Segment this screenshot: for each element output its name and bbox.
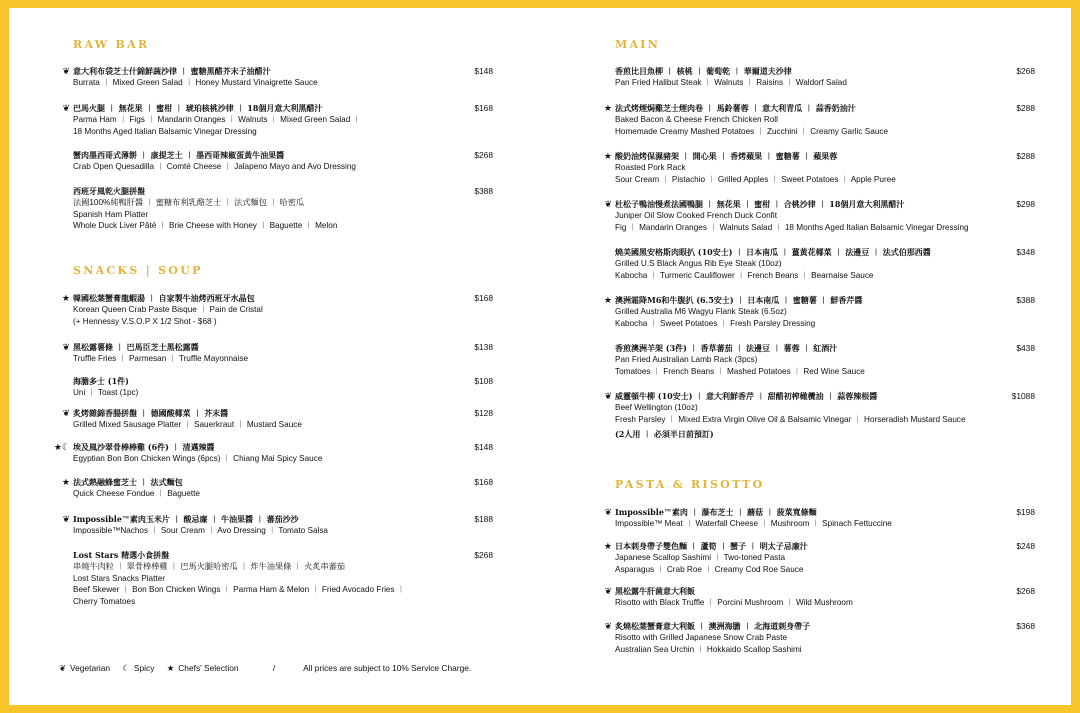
item-price: $298 [1016, 199, 1035, 209]
menu-item [603, 541, 1035, 575]
item-price: $268 [474, 150, 493, 160]
item-price: $348 [1016, 247, 1035, 257]
menu-item [62, 408, 493, 431]
item-price: $388 [474, 186, 493, 196]
item-price: $268 [1016, 66, 1035, 76]
item-description: Tomatoes ︱ French Beans ︱ Mashed Potatoes ︱ Red Wine Sauce [615, 366, 865, 376]
item-description: Lost Stars Snacks Platter [73, 573, 165, 583]
item-name-zh: 意大利布袋芝士什錦鮮蔬沙律 ︱ 蜜糖黑醋芥末子油醋汁 [73, 66, 271, 76]
item-icons [62, 408, 70, 419]
menu-item [615, 247, 1035, 281]
vegetarian-icon: ❦ [604, 391, 612, 401]
item-description: Impossible™ Meat ︱ Waterfall Cheese ︱ Mushroom ︱ Spinach Fettuccine [615, 519, 892, 529]
item-icons [604, 199, 612, 210]
menu-item [615, 66, 1035, 89]
vegetarian-icon: ❦ [59, 663, 67, 673]
menu-item [603, 103, 1035, 137]
menu-item [62, 103, 493, 137]
menu-item [53, 442, 493, 465]
item-description: Kabocha ︱ Turmeric Cauliflower ︱ French Beans ︱ Bearnaise Sauce [615, 270, 874, 280]
item-description: Truffle Fries ︱ Parmesan ︱ Truffle Mayonnaise [73, 354, 249, 364]
vegetarian-icon: ❦ [62, 514, 70, 524]
star-icon: ★ [603, 541, 612, 551]
item-description: Egyptian Bon Bon Chicken Wings (6pcs) ︱ Chiang Mai Spicy Sauce [73, 454, 323, 464]
menu-page [9, 8, 1071, 705]
item-description: Juniper Oil Slow Cooked French Duck Confit [615, 211, 777, 221]
item-description: Sour Cream ︱ Pistachio ︱ Grilled Apples ︱ Sweet Potatoes ︱ Apple Puree [615, 174, 896, 184]
legend-chefs-selection: Chefs' Selection [178, 663, 239, 673]
item-description: Cherry Tomatoes [73, 596, 136, 606]
item-name-zh: Impossible™素肉 ︱ 瀑布芝士 ︱ 蘑菇 ︱ 菠菜寬條麵 [615, 507, 817, 517]
item-name-zh: 蟹肉墨西哥式薄餅 ︱ 康提芝士 ︱ 墨西哥辣椒蛋黃牛油果醬 [73, 150, 285, 160]
item-description: Korean Queen Crab Paste Bisque ︱ Pain de Cristal [73, 305, 263, 315]
item-price: $198 [1016, 507, 1035, 517]
item-description: Impossible™Nachos ︱ Sour Cream ︱ Avo Dressing ︱ Tomato Salsa [73, 526, 328, 536]
legend-spicy: Spicy [133, 663, 155, 673]
menu-item [615, 343, 1035, 377]
item-icons [62, 293, 70, 304]
item-icons [604, 586, 612, 597]
item-description: Baked Bacon & Cheese French Chicken Roll [615, 115, 778, 125]
item-description: Kabocha ︱ Sweet Potatoes ︱ Fresh Parsley Dressing [615, 318, 816, 328]
vegetarian-icon: ❦ [604, 507, 612, 517]
item-icons [604, 391, 612, 402]
vegetarian-icon: ❦ [604, 621, 612, 631]
star-icon: ★ [603, 295, 612, 305]
item-price: $368 [1016, 621, 1035, 631]
item-description: Whole Duck Liver Pâté ︱ Brie Cheese with Honey ︱ Baguette ︱ Melon [73, 221, 338, 231]
menu-item [73, 376, 493, 399]
item-description: Japanese Scallop Sashimi ︱ Two-toned Pasta [615, 553, 786, 563]
item-name-zh: 巴馬火腿 ︱ 無花果 ︱ 蜜柑 ︱ 琥珀核桃沙律 ︱ 18個月意大利黑醋汁 [73, 103, 323, 113]
item-description: Risotto with Black Truffle ︱ Porcini Mushroom ︱ Wild Mushroom [615, 598, 853, 608]
item-description: Grilled U.S Black Angus Rib Eye Steak (10oz) [615, 259, 782, 269]
star-icon: ★ [53, 442, 62, 452]
star-icon: ★ [603, 103, 612, 113]
item-price: $168 [474, 103, 493, 113]
legend-vegetarian: Vegetarian [70, 663, 111, 673]
item-price: $108 [474, 376, 493, 386]
item-name-zh: 炙燒松葉蟹膏意大利飯 ︱ 澳洲海膽 ︱ 北海道刺身帶子 [615, 621, 811, 631]
item-name-zh: 炙烤雜錦香腸拼盤 ︱ 德國酸椰菜 ︱ 芥末醬 [73, 408, 229, 418]
item-description: Burrata ︱ Mixed Green Salad ︱ Honey Mustard Vinaigrette Sauce [73, 78, 318, 88]
menu-item [73, 550, 493, 607]
item-price: $168 [474, 477, 493, 487]
section-title-main: MAIN [615, 38, 661, 51]
item-name-zh: 黑松露薯條 ︱ 巴馬臣芝士黑松露醬 [73, 342, 199, 352]
menu-item [62, 514, 493, 537]
item-icons [62, 342, 70, 353]
item-description: 串燒牛肉粒 ︱ 翠骨棒棒雞 ︱ 巴馬火腿哈密瓜 ︱ 炸牛油果條 ︱ 火炙串蕃茄 [73, 562, 346, 572]
vegetarian-icon: ❦ [62, 66, 70, 76]
item-price: $138 [474, 342, 493, 352]
item-description: Quick Cheese Fondue ︱ Baguette [73, 489, 200, 499]
item-icons [54, 442, 70, 453]
item-description: Grilled Mixed Sausage Platter ︱ Sauerkraut ︱ Mustard Sauce [73, 420, 302, 430]
item-description: Pan Fried Halibut Steak ︱ Walnuts ︱ Raisins ︱ Waldorf Salad [615, 78, 847, 88]
vegetarian-icon: ❦ [604, 199, 612, 209]
star-icon: ★ [166, 663, 175, 673]
menu-item [604, 199, 1035, 233]
item-icons [604, 541, 612, 552]
item-icons [62, 103, 70, 114]
item-description: Beef Wellington (10oz) [615, 403, 698, 413]
item-icons [604, 507, 612, 518]
section-title-snacks-soup: SNACKS | SOUP [73, 264, 203, 277]
item-price: $168 [474, 293, 493, 303]
item-icons [62, 66, 70, 77]
item-icons [62, 514, 70, 525]
item-price: $148 [474, 66, 493, 76]
vegetarian-icon: ❦ [62, 342, 70, 352]
item-name-zh: 法式熱融蜂蜜芝士 ︱ 法式麵包 [73, 477, 183, 487]
item-name-zh: 杜松子鴨油慢煮法國鴨腿 ︱ 無花果 ︱ 蜜柑 ︱ 合桃沙律 ︱ 18個月意大利黑醋汁 [615, 199, 905, 209]
item-name-zh: 黑松露牛肝菌意大利飯 [615, 586, 695, 596]
item-name-zh: 西班牙風乾火腿拼盤 [73, 186, 145, 196]
item-name-zh: 海膽多士 (1件) [73, 376, 129, 386]
item-name-zh: 法式烤煙焗雞芝士煙肉卷 ︱ 馬鈴薯蓉 ︱ 意大利青瓜 ︱ 蒜香奶油汁 [615, 103, 856, 113]
item-price: $388 [1016, 295, 1035, 305]
item-description: Grilled Australia M6 Wagyu Flank Steak (6.5oz) [615, 307, 787, 317]
item-icons [62, 477, 70, 488]
item-note: (2人用 ︱ 必須半日前預訂) [615, 429, 714, 440]
item-description: Roasted Pork Rack [615, 163, 686, 173]
item-name-zh: 澳洲霜降M6和牛腹扒 (6.5安士) ︱ 日本南瓜 ︱ 蜜糖薯 ︱ 鮮香芹醬 [615, 295, 863, 305]
item-name-zh: Lost Stars 精選小食拼盤 [73, 550, 170, 560]
item-name-zh: 日本刺身帶子雙色麵 ︱ 蘆筍 ︱ 蟹子 ︱ 明太子忌廉汁 [615, 541, 808, 551]
item-description: Asparagus ︱ Crab Roe ︱ Creamy Cod Roe Sauce [615, 564, 804, 574]
menu-item [604, 391, 1035, 441]
item-description: 18 Months Aged Italian Balsamic Vinegar Dressing [73, 126, 257, 136]
item-description: Uni ︱ Toast (1pc) [73, 388, 139, 398]
legend [59, 663, 475, 673]
item-icons [604, 103, 612, 114]
vegetarian-icon: ❦ [62, 103, 70, 113]
vegetarian-icon: ❦ [62, 408, 70, 418]
item-price: $438 [1016, 343, 1035, 353]
item-name-zh: 威靈頓牛柳 (10安士) ︱ 意大利鮮香芹 ︱ 甜醋初榨橄欖油 ︱ 蒜蓉辣根醬 [615, 391, 878, 401]
item-price: $268 [474, 550, 493, 560]
menu-item [61, 477, 493, 500]
item-description: 法國100%純鴨肝醬 ︱ 蜜糖布利乳酪芝士 ︱ 法式麵包 ︱ 哈密瓜 [73, 198, 305, 208]
menu-item [62, 66, 493, 89]
item-name-zh: 埃及風沙翠骨棒棒雞 (6件) ︱ 清邁辣醬 [73, 442, 215, 452]
item-description: Crab Open Quesadilla ︱ Comté Cheese ︱ Jalapeno Mayo and Avo Dressing [73, 162, 356, 172]
service-charge-note: All prices are subject to 10% Service Charge. [303, 663, 472, 673]
item-icons [604, 621, 612, 632]
star-icon: ★ [61, 477, 70, 487]
item-description: Australian Sea Urchin ︱ Hokkaido Scallop Sashimi [615, 644, 802, 654]
menu-item [603, 295, 1035, 329]
section-title-pasta-risotto: PASTA & RISOTTO [615, 478, 765, 491]
item-name-zh: 酸奶油烤保濕豬架 ︱ 開心果 ︱ 香烤蘋果 ︱ 蜜糖薯 ︱ 蘋果蓉 [615, 151, 838, 161]
item-name-zh: Impossible™素肉玉米片 ︱ 酸忌廉 ︱ 牛油果醬 ︱ 蕃茄沙沙 [73, 514, 299, 524]
item-description: (+ Hennessy V.S.O.P X 1/2 Shot - $68 ) [73, 316, 217, 326]
item-icons [604, 151, 612, 162]
menu-item [604, 621, 1035, 655]
item-icons [604, 295, 612, 306]
spicy-icon: ☾ [122, 663, 130, 673]
item-price: $288 [1016, 103, 1035, 113]
legend-separator: / [272, 663, 276, 673]
item-price: $188 [474, 514, 493, 524]
menu-item [603, 151, 1035, 185]
item-price: $128 [474, 408, 493, 418]
menu-item [73, 150, 493, 173]
star-icon: ★ [61, 293, 70, 303]
item-description: Homemade Creamy Mashed Potatoes ︱ Zucchini ︱ Creamy Garlic Sauce [615, 126, 889, 136]
item-name-zh: 燒美國黑安格斯肉眼扒 (10安士) ︱ 日本南瓜 ︱ 薑黃花椰菜 ︱ 法邊豆 ︱ 法式伯那西醬 [615, 247, 931, 257]
item-description: Risotto with Grilled Japanese Snow Crab Paste [615, 633, 788, 643]
item-name-zh: 香煎比目魚柳 ︱ 核桃 ︱ 葡萄乾 ︱ 華爾道夫沙律 [615, 66, 792, 76]
item-description: Beef Skewer ︱ Bon Bon Chicken Wings ︱ Parma Ham & Melon ︱ Fried Avocado Fries ︱ [73, 585, 406, 595]
menu-item [61, 293, 493, 327]
item-description: Spanish Ham Platter [73, 209, 149, 219]
item-price: $268 [1016, 586, 1035, 596]
item-name-zh: 韓國松葉蟹膏龍蝦湯 ︱ 自家製牛油烤西班牙水晶包 [73, 293, 255, 303]
spicy-icon: ☾ [61, 442, 70, 452]
menu-item [604, 507, 1035, 530]
item-name-zh: 香煎澳洲羊架 (3件) ︱ 香草蕃茄 ︱ 法邊豆 ︱ 薯蓉 ︱ 紅酒汁 [615, 343, 838, 353]
menu-item [62, 342, 493, 365]
menu-item [604, 586, 1035, 609]
item-description: Fig ︱ Mandarin Oranges ︱ Walnuts Salad ︱ 18 Months Aged Italian Balsamic Vinegar Dressing [615, 222, 969, 232]
item-price: $1088 [1011, 391, 1035, 401]
item-description: Pan Fried Australian Lamb Rack (3pcs) [615, 355, 758, 365]
item-description: Fresh Parsley ︱ Mixed Extra Virgin Olive Oil & Balsamic Vinegar ︱ Horseradish Mustard Sauce [615, 414, 966, 424]
section-title-raw-bar: RAW BAR [73, 38, 150, 51]
vegetarian-icon: ❦ [604, 586, 612, 596]
item-description: Parma Ham ︱ Figs ︱ Mandarin Oranges ︱ Walnuts ︱ Mixed Green Salad ︱ [73, 115, 361, 125]
item-price: $248 [1016, 541, 1035, 551]
star-icon: ★ [603, 151, 612, 161]
item-price: $148 [474, 442, 493, 452]
item-price: $288 [1016, 151, 1035, 161]
menu-item [73, 186, 493, 232]
